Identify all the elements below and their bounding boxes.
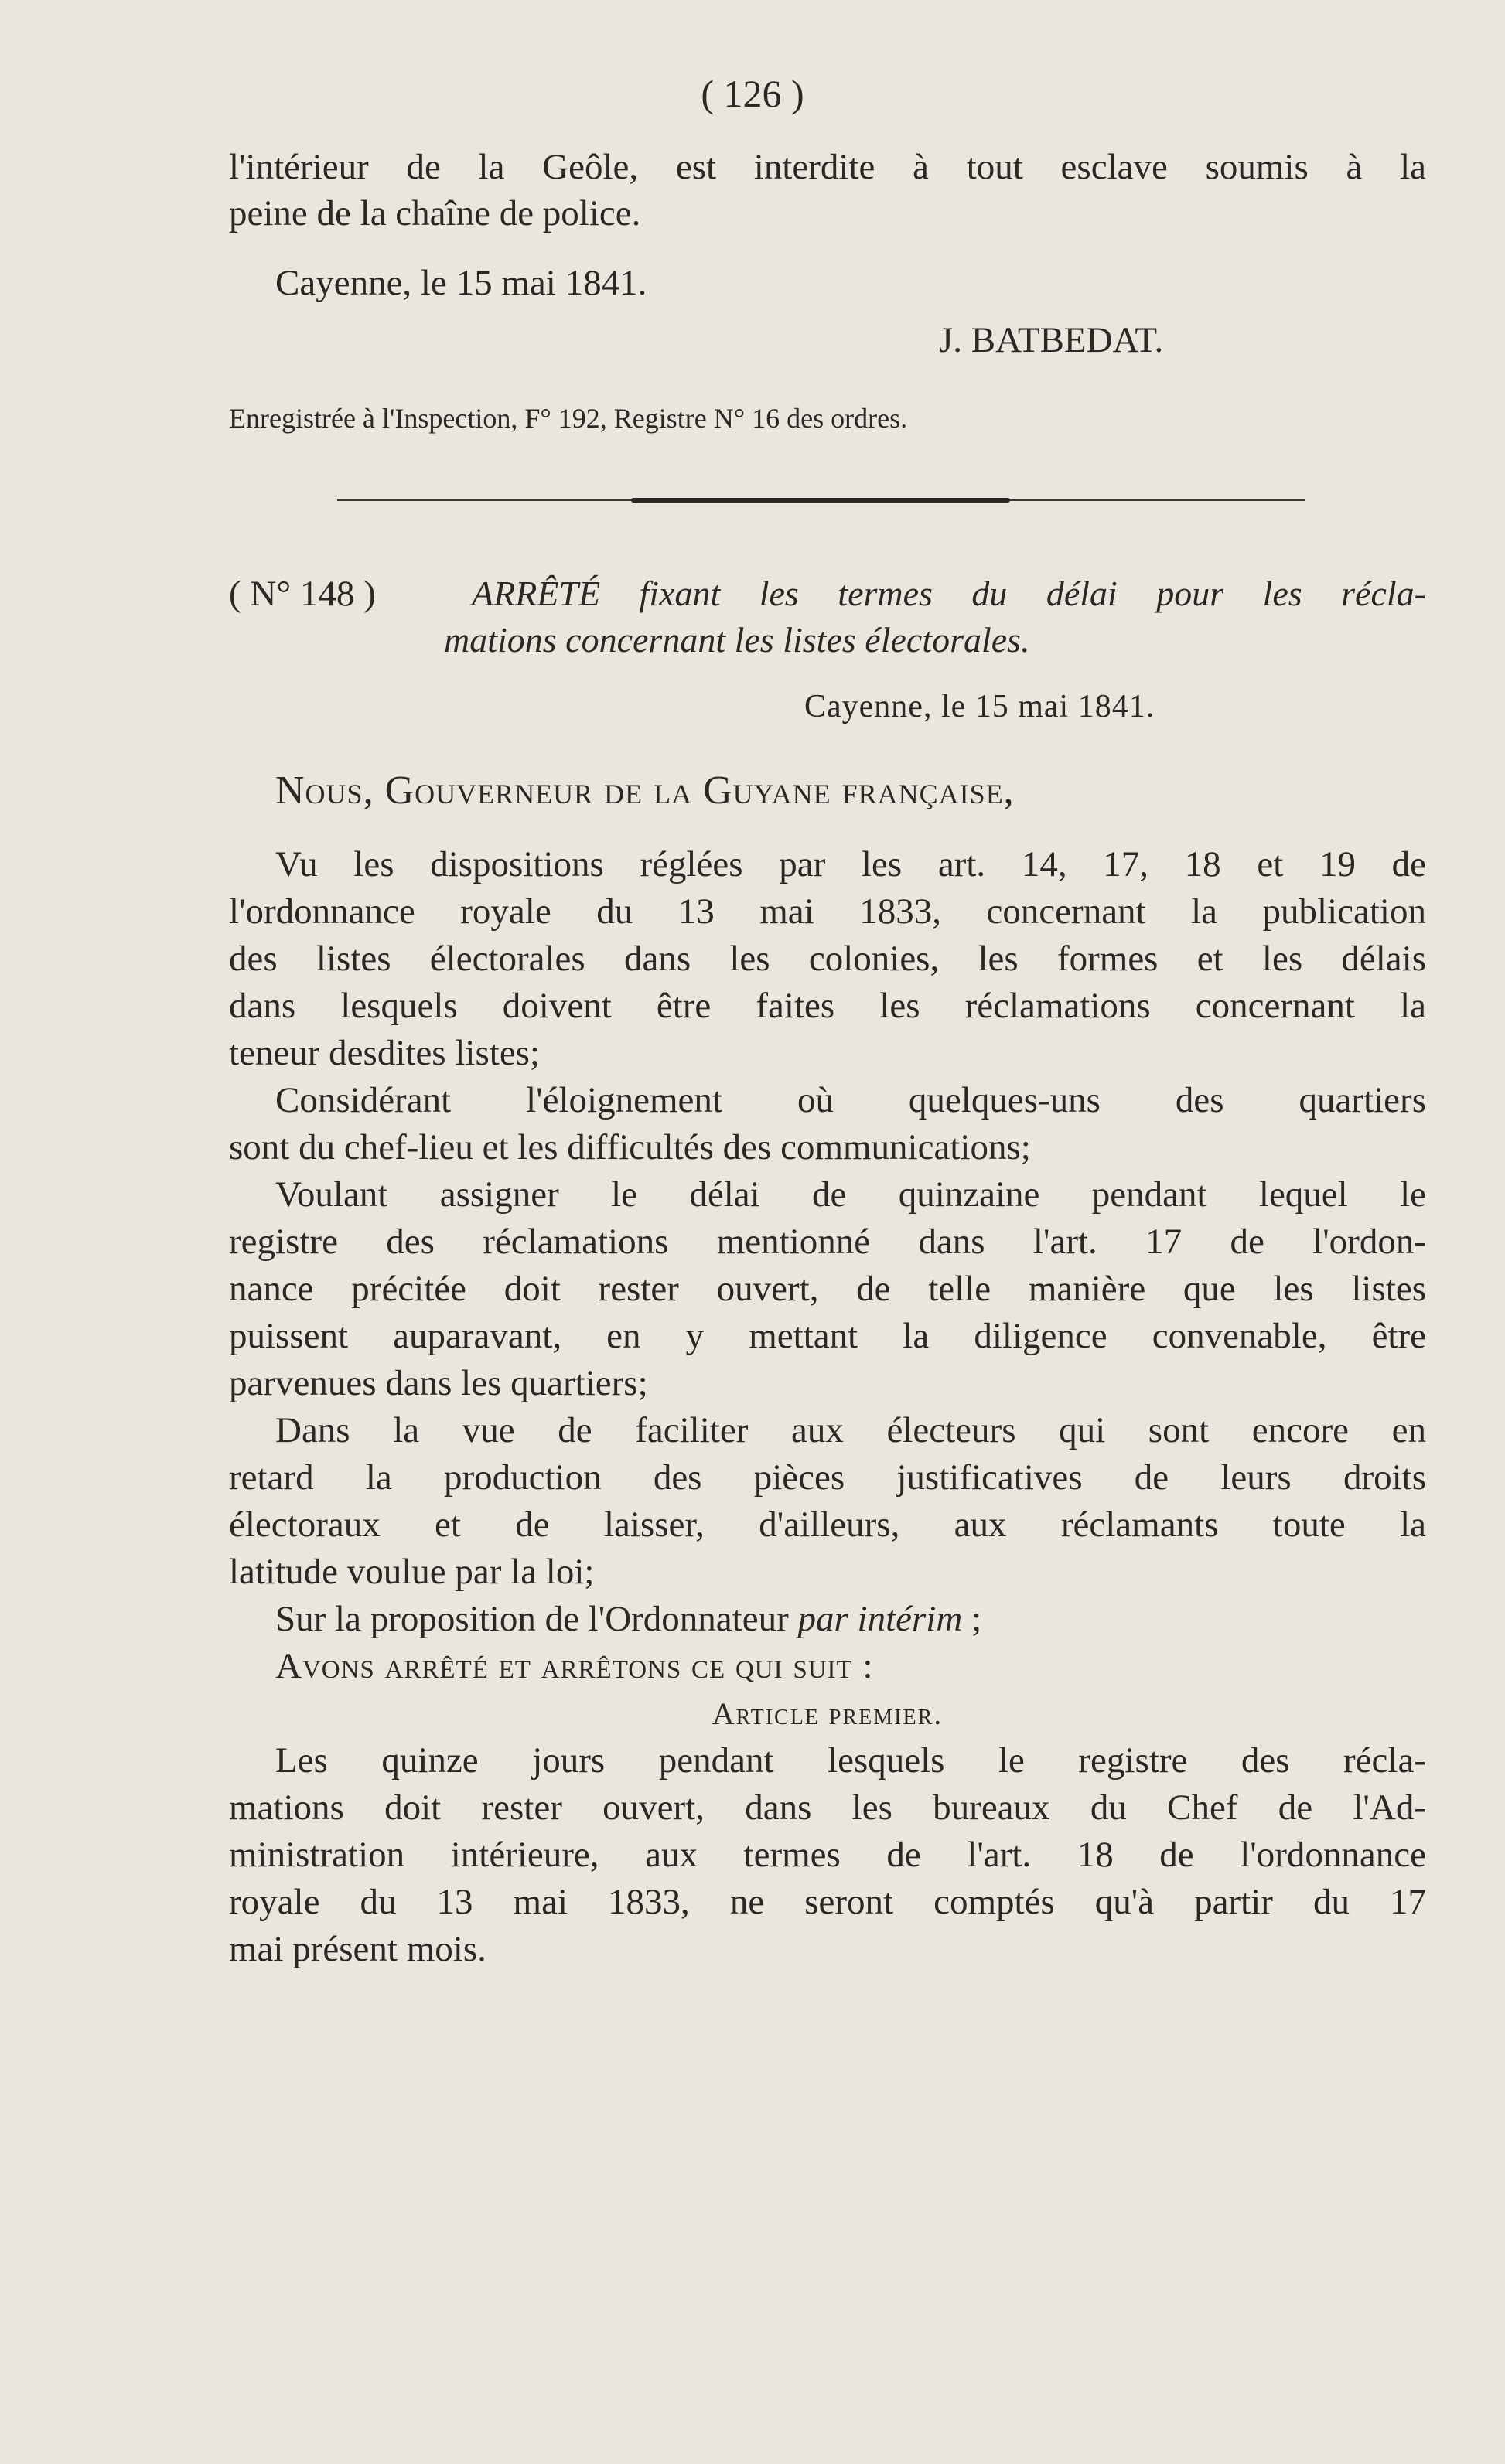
continuation-line: peine de la chaîne de police. bbox=[229, 193, 641, 233]
text-line: mations doit rester ouvert, dans les bureaux du Chef de l'Ad- bbox=[229, 1788, 1426, 1828]
text-line: électoraux et de laisser, d'ailleurs, aux réclamants toute la bbox=[229, 1505, 1426, 1545]
signature: J. BATBEDAT. bbox=[939, 320, 1164, 360]
considerant-paragraph bbox=[229, 1171, 1426, 1407]
text-line: des listes électorales dans les colonies, les formes et les délais bbox=[229, 939, 1426, 979]
decree-title-line: ARRÊTÉ fixant les termes du délai pour les récla- bbox=[472, 574, 1426, 613]
decree-title-line: mations concernant les listes électorales. bbox=[444, 620, 1030, 659]
text-line: Considérant l'éloignement où quelques-uns des quartiers bbox=[275, 1080, 1426, 1120]
considerant-paragraph bbox=[229, 841, 1426, 1077]
decree-number: ( N° 148 ) bbox=[229, 574, 376, 614]
article-paragraph bbox=[229, 1737, 1426, 1973]
text-line: Voulant assigner le délai de quinzaine pendant lequel le bbox=[275, 1174, 1426, 1215]
text-line: nance précitée doit rester ouvert, de telle manière que les listes bbox=[229, 1269, 1426, 1309]
text-line: mai présent mois. bbox=[229, 1929, 486, 1969]
section-divider bbox=[337, 498, 1305, 503]
text-line: l'ordonnance royale du 13 mai 1833, concernant la publication bbox=[229, 891, 1426, 932]
text-line: puissent auparavant, en y mettant la diligence convenable, être bbox=[229, 1316, 1426, 1356]
text-line: ministration intérieure, aux termes de l'art. 18 de l'ordonnance bbox=[229, 1835, 1426, 1875]
decree-dateline: Cayenne, le 15 mai 1841. bbox=[804, 689, 1155, 724]
text-line: parvenues dans les quartiers; bbox=[229, 1363, 648, 1403]
proposition-italic: par intérim bbox=[797, 1599, 963, 1639]
text-line: latitude voulue par la loi; bbox=[229, 1552, 595, 1592]
proposition-end: ; bbox=[962, 1599, 982, 1639]
proposition-line bbox=[229, 1596, 1426, 1643]
dateline-top: Cayenne, le 15 mai 1841. bbox=[275, 263, 647, 303]
text-line: retard la production des pièces justificatives de leurs droits bbox=[229, 1457, 1426, 1498]
text-line: Vu les dispositions réglées par les art. 14, 17, 18 et 19 de bbox=[275, 844, 1426, 884]
decree-body bbox=[229, 841, 1426, 1973]
proposition-text: Sur la proposition de l'Ordonnateur bbox=[275, 1599, 798, 1639]
text-line: registre des réclamations mentionné dans l'art. 17 de l'ordon- bbox=[229, 1222, 1426, 1262]
text-line: teneur desdites listes; bbox=[229, 1033, 541, 1073]
text-line: Dans la vue de faciliter aux électeurs qui sont encore en bbox=[275, 1410, 1426, 1450]
decree-formula: Avons arrêté et arrêtons ce qui suit : bbox=[275, 1646, 874, 1686]
text-line: dans lesquels doivent être faites les réclamations concernant la bbox=[229, 986, 1426, 1026]
considerant-paragraph bbox=[229, 1077, 1426, 1171]
continuation-line: l'intérieur de la Geôle, est interdite à tout esclave soumis à la bbox=[229, 147, 1426, 187]
preamble: Nous, Gouverneur de la Guyane française, bbox=[275, 769, 1015, 813]
text-line: sont du chef-lieu et les difficultés des communications; bbox=[229, 1127, 1031, 1167]
text-line: Les quinze jours pendant lesquels le registre des récla- bbox=[275, 1740, 1426, 1781]
text-line: royale du 13 mai 1833, ne seront comptés qu'à partir du 17 bbox=[229, 1882, 1426, 1922]
considerant-paragraph bbox=[229, 1407, 1426, 1596]
page-number: ( 126 ) bbox=[701, 72, 804, 115]
article-heading: Article premier. bbox=[712, 1696, 944, 1731]
registration-note: Enregistrée à l'Inspection, F° 192, Registre N° 16 des ordres. bbox=[229, 403, 908, 434]
